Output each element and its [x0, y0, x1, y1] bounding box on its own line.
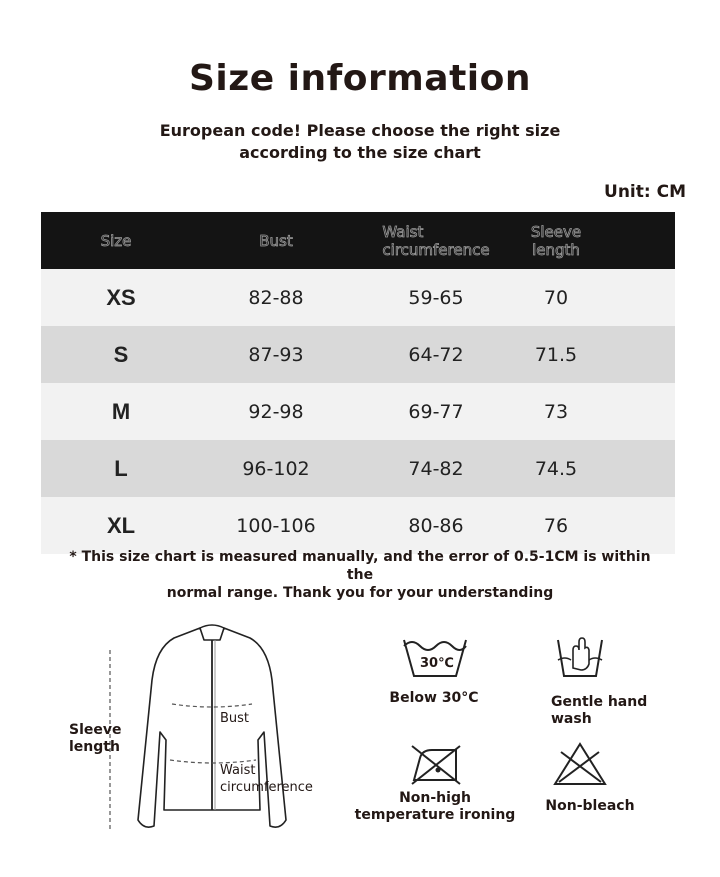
- sleeve-length-label: [69, 722, 122, 756]
- cell-bust: 87-93: [248, 343, 304, 366]
- table-row: [41, 440, 675, 497]
- table-row: [41, 269, 675, 326]
- wash-temp-label: 30℃: [420, 656, 454, 671]
- subtitle: [120, 120, 600, 164]
- cell-sleeve: 76: [543, 514, 569, 537]
- cell-sleeve: 74.5: [534, 457, 578, 480]
- subtitle-line-1: European code! Please choose the right size: [159, 121, 561, 140]
- cell-waist: 64-72: [408, 343, 464, 366]
- bust-label: Bust: [220, 711, 250, 726]
- size-table: [41, 212, 675, 554]
- cell-size: XS: [106, 284, 136, 310]
- no-iron-icon: [408, 742, 463, 787]
- cell-sleeve: 70: [543, 286, 569, 309]
- unit-label: Unit: CM: [604, 182, 686, 202]
- cell-waist: 80-86: [408, 514, 464, 537]
- note-line-1: * This size chart is measured manually, and the error of 0.5-1CM is within the: [69, 549, 651, 583]
- cell-size: L: [114, 455, 128, 481]
- header-size: Size: [100, 231, 132, 250]
- cell-size: M: [111, 398, 131, 424]
- waist-label-line-2: circumference: [220, 780, 313, 795]
- cell-size: S: [113, 341, 129, 367]
- sleeve-label-line-1: Sleeve: [69, 722, 122, 738]
- cell-waist: 69-77: [408, 400, 464, 423]
- no-iron-label: [350, 790, 520, 824]
- note-line-2: normal range. Thank you for your understanding: [166, 585, 554, 601]
- waist-label-line-1: Waist: [220, 763, 256, 778]
- sleeve-label-line-2: length: [69, 739, 120, 755]
- subtitle-line-2: according to the size chart: [239, 143, 481, 162]
- cell-bust: 96-102: [242, 457, 310, 480]
- header-waist: [371, 212, 501, 269]
- table-row: [41, 326, 675, 383]
- cell-size: XL: [106, 512, 136, 538]
- no-bleach-icon: [553, 742, 608, 787]
- cell-bust: 82-88: [248, 286, 304, 309]
- below-30-label: Below 30°C: [389, 690, 479, 706]
- cell-bust: 92-98: [248, 400, 304, 423]
- table-row: [41, 383, 675, 440]
- no-iron-line-1: Non-high: [399, 790, 471, 806]
- header-waist-line-2: circumference: [382, 240, 490, 259]
- cell-sleeve: 71.5: [534, 343, 578, 366]
- header-waist-line-1: Waist: [382, 222, 424, 241]
- cell-waist: 74-82: [408, 457, 464, 480]
- header-sleeve-line-2: length: [532, 240, 580, 259]
- no-iron-line-2: temperature ironing: [354, 807, 516, 823]
- page-title: Size information: [188, 58, 531, 99]
- header-sleeve-line-1: Sleeve: [530, 222, 582, 241]
- table-row: [41, 497, 675, 554]
- table-header: [41, 212, 675, 269]
- hand-wash-icon: [555, 632, 605, 682]
- measurement-note: [60, 548, 660, 602]
- hand-wash-label: [551, 694, 647, 728]
- no-bleach-label: Non-bleach: [545, 798, 635, 814]
- cell-waist: 59-65: [408, 286, 464, 309]
- jacket-diagram: [100, 620, 320, 835]
- hand-wash-line-1: Gentle hand: [551, 694, 648, 710]
- hand-wash-line-2: wash: [551, 711, 592, 727]
- cell-sleeve: 73: [543, 400, 569, 423]
- header-bust: Bust: [259, 231, 293, 250]
- waist-label: [220, 762, 313, 796]
- header-sleeve: [511, 212, 601, 269]
- cell-bust: 100-106: [236, 514, 316, 537]
